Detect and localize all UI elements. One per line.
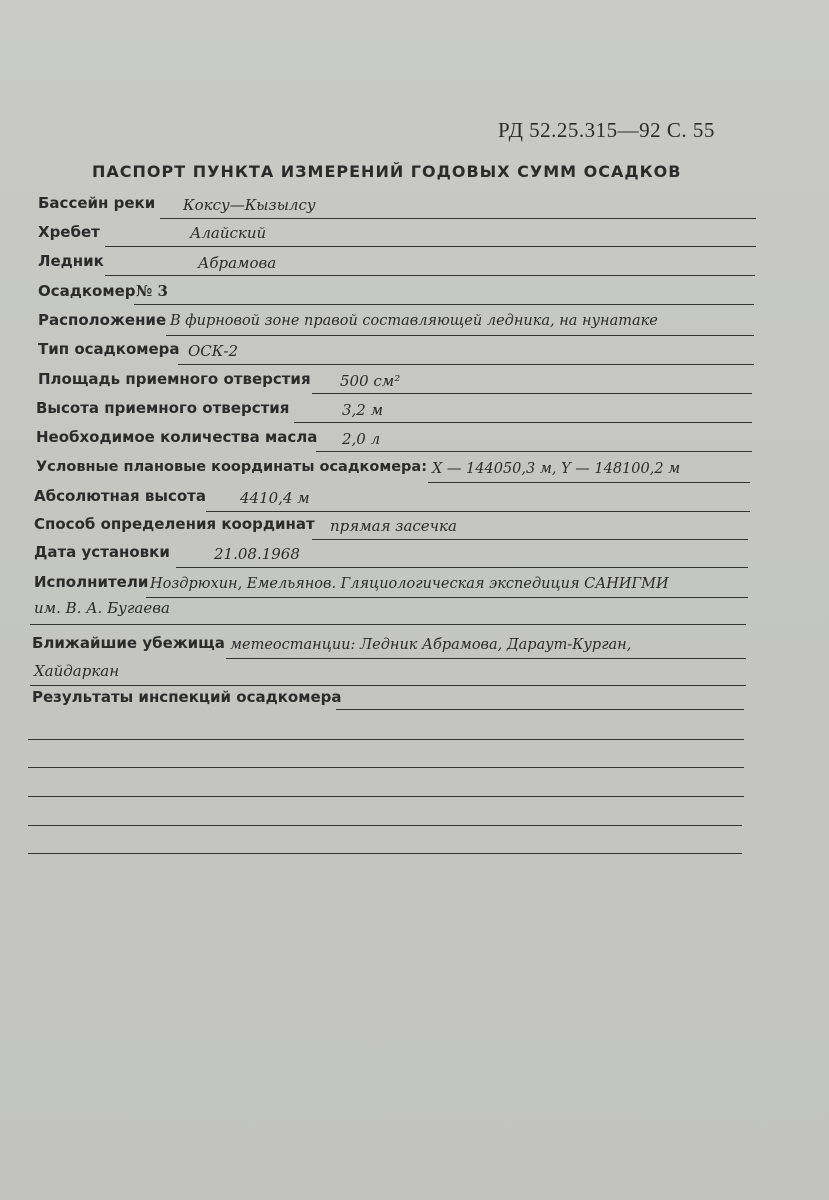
gauge-underline: [134, 304, 754, 305]
field-coordinates: [0, 455, 829, 485]
field-oil-amount: [0, 423, 829, 453]
field-performers: [0, 568, 829, 628]
gauge-type-underline: [178, 364, 754, 365]
performers-label: Исполнители: [34, 573, 149, 591]
install-date-label: Дата установки: [34, 543, 170, 561]
shelters-underline-1: [226, 658, 746, 659]
oil-amount-underline: [316, 451, 752, 452]
glacier-label: Ледник: [38, 252, 104, 270]
field-glacier: [0, 248, 829, 278]
location-value: В фирновой зоне правой составляющей ледника, на нунатаке: [170, 313, 658, 329]
shelters-value-line1: метеостанции: Ледник Абрамова, Дараут-Курган,: [230, 637, 632, 653]
gauge-value: № 3: [136, 282, 168, 300]
gauge-label: Осадкомер: [38, 282, 136, 300]
basin-underline: [160, 218, 756, 219]
field-gauge-type: [0, 336, 829, 366]
basin-value: Коксу—Кызылсу: [183, 196, 316, 214]
document-title: ПАСПОРТ ПУНКТА ИЗМЕРЕНИЙ ГОДОВЫХ СУММ ОСАДКОВ: [92, 162, 682, 181]
coordinates-value: X — 144050,3 м, Y — 148100,2 м: [432, 461, 681, 477]
orifice-height-label: Высота приемного отверстия: [36, 399, 290, 417]
field-inspections: [0, 684, 829, 714]
basin-label: Бассейн реки: [38, 194, 156, 212]
shelters-label: Ближайшие убежища: [32, 634, 225, 652]
oil-amount-value: 2,0 л: [342, 430, 381, 448]
performers-underline-1: [146, 597, 748, 598]
field-altitude: [0, 482, 829, 512]
gauge-type-value: ОСК-2: [188, 342, 238, 360]
altitude-label: Абсолютная высота: [34, 487, 206, 505]
gauge-type-label: Тип осадкомера: [38, 340, 180, 358]
glacier-value: Абрамова: [198, 254, 277, 272]
performers-value-line2: им. В. А. Бугаева: [34, 599, 170, 617]
altitude-value: 4410,4 м: [240, 489, 310, 507]
inspections-underline: [336, 709, 744, 710]
blank-line-5: [28, 853, 742, 854]
oil-amount-label: Необходимое количества масла: [36, 428, 318, 446]
location-label: Расположение: [38, 311, 167, 329]
shelters-value-line2: Хайдаркан: [34, 662, 120, 680]
method-label: Способ определения координат: [34, 515, 315, 533]
coordinates-label: Условные плановые координаты осадкомера:: [36, 459, 428, 475]
field-method: [0, 510, 829, 540]
field-orifice-area: [0, 366, 829, 396]
performers-value-line1: Ноздрюхин, Емельянов. Гляциологическая экспедиция САНИГМИ: [150, 576, 669, 592]
orifice-height-value: 3,2 м: [342, 401, 384, 419]
blank-line-1: [28, 739, 744, 740]
field-ridge: [0, 220, 829, 250]
method-value: прямая засечка: [330, 517, 457, 535]
blank-line-2: [28, 767, 744, 768]
orifice-area-label: Площадь приемного отверстия: [38, 370, 311, 388]
field-shelters: [0, 630, 829, 690]
blank-line-3: [28, 796, 744, 797]
glacier-underline: [105, 275, 755, 276]
install-date-value: 21.08.1968: [214, 545, 300, 563]
field-orifice-height: [0, 394, 829, 424]
field-gauge: [0, 278, 829, 308]
performers-underline-2: [30, 624, 746, 625]
ridge-label: Хребет: [38, 223, 100, 241]
blank-line-4: [28, 825, 742, 826]
ridge-underline: [105, 246, 756, 247]
field-install-date: [0, 539, 829, 569]
field-basin: [0, 190, 829, 220]
orifice-area-value: 500 см²: [340, 372, 401, 390]
ridge-value: Алайский: [190, 224, 267, 242]
document-code: РД 52.25.315—92 С. 55: [498, 118, 715, 142]
field-location: [0, 306, 829, 336]
inspections-label: Результаты инспекций осадкомера: [32, 688, 342, 706]
